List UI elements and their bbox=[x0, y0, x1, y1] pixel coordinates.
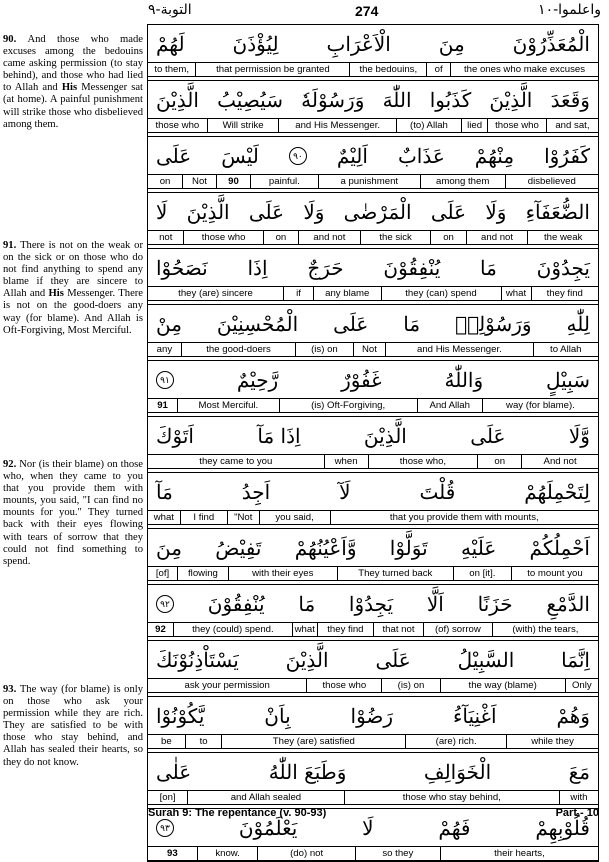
arabic-word: حَزَنًا bbox=[477, 591, 513, 616]
gloss-cell: And Allah bbox=[417, 399, 482, 412]
arabic-word: وَرَسُوْلِهٖ bbox=[455, 311, 532, 336]
gloss-cell: the weak bbox=[527, 231, 598, 244]
verse-number: 91. bbox=[3, 240, 21, 251]
arabic-word: كَذَبُوا bbox=[429, 87, 472, 112]
arabic-word: عَلَى bbox=[430, 199, 467, 224]
gloss-cell: the ones who make excuses bbox=[450, 63, 598, 76]
page-header bbox=[0, 0, 609, 22]
gloss-cell: that not bbox=[373, 623, 423, 636]
gloss-cell: any bbox=[156, 344, 173, 355]
arabic-word: اللّٰهَ bbox=[382, 87, 412, 112]
gloss-cell: (of) sorrow bbox=[423, 623, 492, 636]
arabic-line bbox=[148, 305, 598, 343]
gloss-cell: with their eyes bbox=[228, 567, 337, 580]
arabic-word: مِنَ bbox=[438, 31, 465, 56]
arabic-word: يُنْفِقُوْنَ bbox=[207, 591, 265, 616]
english-gloss-line bbox=[148, 623, 598, 637]
gloss-cell: (are) rich. bbox=[405, 735, 506, 748]
gloss-cell: they find bbox=[317, 623, 373, 636]
gloss-cell: and Allah sealed bbox=[187, 791, 344, 804]
arabic-word: اَغْنِيَآءُ bbox=[452, 703, 497, 728]
arabic-line bbox=[148, 753, 598, 791]
gloss-cell: those who bbox=[306, 679, 381, 692]
gloss-cell: when bbox=[324, 455, 368, 468]
english-gloss-line bbox=[148, 567, 598, 581]
arabic-line bbox=[148, 193, 598, 231]
arabic-word: لَهُمْ bbox=[156, 31, 185, 56]
gloss-cell: [of] bbox=[155, 568, 170, 579]
gloss-cell: Only bbox=[565, 679, 598, 692]
arabic-word: نَصَحُوْا bbox=[156, 255, 208, 280]
gloss-cell: be bbox=[161, 736, 172, 747]
arabic-word: اَحْمِلُكُمْ bbox=[529, 535, 590, 560]
arabic-line bbox=[148, 361, 598, 399]
arabic-word: الْمُعَذِّرُوْنَ bbox=[512, 31, 590, 56]
english-gloss-line bbox=[148, 399, 598, 413]
arabic-word: فَهُمْ bbox=[438, 815, 471, 840]
arabic-word: لِلّٰهِ bbox=[566, 311, 590, 336]
verse-number: 93. bbox=[3, 684, 20, 695]
arabic-word: يَجِدُوْا bbox=[348, 591, 394, 616]
arabic-word: عَلٰى bbox=[156, 759, 192, 784]
arabic-line bbox=[148, 81, 598, 119]
arabic-word: لَآ bbox=[339, 479, 351, 504]
gloss-cell: disbelieved bbox=[505, 175, 598, 188]
gloss-cell: Most Merciful. bbox=[177, 399, 279, 412]
gloss-cell: those who stay behind, bbox=[344, 791, 559, 804]
page-footer bbox=[0, 806, 609, 821]
english-gloss-line bbox=[148, 175, 598, 189]
gloss-cell: the good-doers bbox=[181, 343, 296, 356]
english-gloss-line bbox=[148, 679, 598, 693]
english-gloss-line bbox=[148, 511, 598, 525]
gloss-cell: "Not bbox=[227, 511, 259, 524]
arabic-word: عَلَى bbox=[470, 423, 506, 448]
gloss-cell: ask your permission bbox=[184, 680, 270, 691]
arabic-word: الَّذِيْنَ bbox=[156, 87, 199, 112]
arabic-word: قُلْتَ bbox=[419, 479, 456, 504]
surah-title: التوبة-٩ bbox=[148, 2, 192, 18]
gloss-cell: what bbox=[501, 287, 531, 300]
arabic-word: وَّلَا bbox=[568, 423, 590, 448]
arabic-word: مَآ bbox=[156, 479, 173, 504]
gloss-cell: They (are) satisfied bbox=[221, 735, 405, 748]
gloss-cell: of bbox=[426, 63, 450, 76]
gloss-cell: and sat, bbox=[546, 119, 598, 132]
verse-end-marker: ٩٢ bbox=[156, 595, 174, 613]
gloss-cell: (is) Oft-Forgiving, bbox=[279, 399, 417, 412]
english-gloss-line bbox=[148, 343, 598, 357]
arabic-word: الَّذِيْنَ bbox=[363, 423, 407, 448]
gloss-cell: what bbox=[153, 512, 174, 523]
gloss-cell: 93 bbox=[167, 848, 178, 859]
gloss-cell: and His Messenger. bbox=[385, 343, 532, 356]
arabic-word: مِنْهُمْ bbox=[474, 143, 515, 168]
page-number: 274 bbox=[355, 3, 379, 19]
emphasis: His bbox=[61, 82, 78, 94]
arabic-line bbox=[148, 585, 598, 623]
gloss-cell: (with) the tears, bbox=[492, 623, 598, 636]
translation-verse-92: 92. Nor (is their blame) on those who, when they came to you that you provide them with mounts, you said, "I can find no mounts for you." They turned back with their eyes flowing with tears of sorrow that they could not find something to spend. bbox=[3, 459, 144, 567]
arabic-word: مِنْ bbox=[156, 311, 182, 336]
part-label: Part - 10 bbox=[555, 807, 599, 819]
gloss-cell: while they bbox=[506, 735, 598, 748]
arabic-word: عَذَابٌ bbox=[397, 143, 445, 168]
gloss-cell: (do) not bbox=[257, 847, 354, 860]
gloss-cell: you said, bbox=[259, 511, 330, 524]
arabic-word: لَا bbox=[156, 199, 168, 224]
verse-end-marker: ٩١ bbox=[156, 371, 174, 389]
gloss-cell: a punishment bbox=[318, 175, 420, 188]
gloss-cell: 92 bbox=[155, 624, 166, 635]
arabic-line bbox=[148, 529, 598, 567]
arabic-word: الدَّمْعِ bbox=[546, 591, 590, 616]
english-gloss-line bbox=[148, 455, 598, 469]
gloss-cell: and His Messenger. bbox=[278, 119, 395, 132]
gloss-cell: I find bbox=[180, 511, 227, 524]
arabic-word: الْمُحْسِنِيْنَ bbox=[216, 311, 299, 336]
arabic-word: عَلَى bbox=[333, 311, 369, 336]
arabic-word: اِنَّمَا bbox=[561, 647, 590, 672]
english-gloss-line bbox=[148, 791, 598, 805]
gloss-cell: know. bbox=[197, 847, 258, 860]
gloss-cell: to them, bbox=[154, 64, 190, 75]
english-gloss-line bbox=[148, 735, 598, 749]
arabic-word: السَّبِيْلُ bbox=[457, 647, 515, 672]
arabic-word: رَّحِيْمٌ bbox=[236, 367, 279, 392]
gloss-cell: 91 bbox=[157, 400, 168, 411]
arabic-word: قُلُوْبِهِمْ bbox=[535, 815, 590, 840]
translation-verse-93: 93. The way (for blame) is only on those who ask your permission while they are rich. They are satisfied to be with those who stay behind, and Allah has sealed their hearts, so they do not know. bbox=[3, 684, 144, 768]
arabic-word: مَا bbox=[403, 311, 421, 336]
gloss-cell: and not bbox=[466, 231, 528, 244]
arabic-word: اِذَا مَآ bbox=[257, 423, 301, 448]
arabic-word: الَّذِيْنَ bbox=[186, 199, 230, 224]
gloss-cell: (is) on bbox=[381, 679, 439, 692]
gloss-cell: Will strike bbox=[207, 119, 279, 132]
arabic-word: كَفَرُوْا bbox=[544, 143, 590, 168]
english-gloss-line bbox=[148, 119, 598, 133]
arabic-word: وَهُمْ bbox=[556, 703, 590, 728]
emphasis: His bbox=[48, 288, 64, 300]
gloss-cell: painful. bbox=[250, 175, 318, 188]
word-by-word-grid bbox=[147, 24, 599, 862]
gloss-cell: on bbox=[477, 455, 521, 468]
arabic-word: يَجِدُوْنَ bbox=[536, 255, 590, 280]
arabic-word: رَضُوْا bbox=[350, 703, 394, 728]
arabic-word: اَلَّا bbox=[426, 591, 444, 616]
gloss-cell: they (are) sincere bbox=[178, 288, 253, 299]
gloss-cell: on bbox=[263, 231, 298, 244]
arabic-word: وَطَبَعَ اللّٰهُ bbox=[268, 759, 347, 784]
arabic-word: مَا bbox=[480, 255, 497, 280]
gloss-cell: to mount you bbox=[511, 567, 598, 580]
gloss-cell: flowing bbox=[177, 567, 228, 580]
arabic-word: وَّاَعْيُنُهُمْ bbox=[294, 535, 357, 560]
gloss-cell: on bbox=[159, 176, 171, 187]
gloss-cell: that you provide them with mounts, bbox=[330, 511, 598, 524]
arabic-line bbox=[148, 473, 598, 511]
arabic-word: الْمَرْضٰى bbox=[343, 199, 412, 224]
gloss-cell: they (can) spend bbox=[381, 287, 501, 300]
arabic-word: وَلَا bbox=[485, 199, 507, 224]
verse-number: 90. bbox=[3, 34, 28, 45]
arabic-line bbox=[148, 417, 598, 455]
gloss-cell: among them bbox=[420, 175, 505, 188]
gloss-cell: [on] bbox=[159, 792, 176, 803]
arabic-word: مِنَ bbox=[156, 535, 182, 560]
gloss-cell: And not bbox=[521, 455, 598, 468]
arabic-word: مَا bbox=[298, 591, 316, 616]
gloss-cell: not bbox=[159, 232, 173, 243]
arabic-line bbox=[148, 137, 598, 175]
gloss-cell: Not bbox=[182, 175, 216, 188]
gloss-cell: to Allah bbox=[533, 343, 598, 356]
gloss-cell: and not bbox=[298, 231, 360, 244]
gloss-cell: if bbox=[283, 287, 313, 300]
gloss-cell: the way (blame) bbox=[440, 679, 565, 692]
arabic-word: عَلَى bbox=[156, 143, 192, 168]
arabic-word: اِذَا bbox=[247, 255, 268, 280]
surah-label: Surah 9: The repentance (v. 90-93) bbox=[148, 807, 327, 819]
arabic-word: لَا bbox=[362, 815, 374, 840]
gloss-cell: they find bbox=[531, 287, 599, 300]
gloss-cell: those who bbox=[155, 120, 200, 131]
arabic-word: الْاَعْرَابِ bbox=[326, 31, 391, 56]
arabic-word: لَيْسَ bbox=[221, 143, 259, 168]
gloss-cell: they came to you bbox=[199, 456, 273, 467]
gloss-cell: on bbox=[430, 231, 465, 244]
arabic-word: سَبِيْلٍ bbox=[545, 367, 590, 392]
gloss-cell: Not bbox=[353, 343, 386, 356]
translation-verse-91: 91. There is not on the weak or on the sick or on those who do not find anything to spend any blame if they are sincere to Allah and His Messenger. There is not on the good-doers any way (for blame). And Allah is Oft-Forgiving, Most Merciful. bbox=[3, 240, 143, 336]
gloss-cell: (is) on bbox=[295, 343, 352, 356]
gloss-cell: with bbox=[559, 791, 598, 804]
gloss-cell: they (could) spend. bbox=[173, 623, 292, 636]
gloss-cell: way (for blame). bbox=[482, 399, 598, 412]
gloss-cell: so they bbox=[355, 847, 440, 860]
arabic-word: يَسْتَاْذِنُوْنَكَ bbox=[156, 647, 239, 672]
english-gloss-line bbox=[148, 287, 598, 301]
gloss-cell: They turned back bbox=[337, 567, 453, 580]
arabic-word: غَفُوْرٌ bbox=[341, 367, 382, 392]
gloss-cell: those who bbox=[183, 231, 262, 244]
arabic-word: لِيُؤْذَنَ bbox=[232, 31, 279, 56]
arabic-word: يَعْلَمُوْنَ bbox=[238, 815, 298, 840]
gloss-cell: any blame bbox=[313, 287, 381, 300]
arabic-word: مَعَ bbox=[568, 759, 590, 784]
arabic-word: الضُّعَفَآءِ bbox=[525, 199, 590, 224]
arabic-line bbox=[148, 25, 598, 63]
gloss-cell: what bbox=[292, 623, 317, 636]
gloss-cell: those who bbox=[487, 119, 546, 132]
gloss-cell: (to) Allah bbox=[396, 119, 461, 132]
gloss-cell: that permission be granted bbox=[195, 63, 349, 76]
verse-end-marker: ٩٣ bbox=[156, 819, 174, 837]
english-gloss-line bbox=[148, 231, 598, 245]
arabic-word: حَرَجٌ bbox=[307, 255, 344, 280]
verse-end-marker: ٩٠ bbox=[289, 147, 307, 165]
gloss-cell: on [it]. bbox=[453, 567, 511, 580]
arabic-word: يُنْفِقُوْنَ bbox=[383, 255, 441, 280]
english-gloss-line bbox=[148, 63, 598, 77]
arabic-word: وَرَسُوْلَهٗ bbox=[301, 87, 365, 112]
arabic-word: تَفِيْضُ bbox=[215, 535, 262, 560]
arabic-word: وَاللّٰهُ bbox=[444, 367, 484, 392]
arabic-word: لِتَحْمِلَهُمْ bbox=[524, 479, 590, 504]
english-gloss-line bbox=[148, 847, 598, 861]
arabic-word: عَلَى bbox=[248, 199, 285, 224]
arabic-word: وَلَا bbox=[303, 199, 325, 224]
arabic-word: الَّذِيْنَ bbox=[489, 87, 533, 112]
gloss-cell: their hearts, bbox=[440, 847, 598, 860]
arabic-word: يَّكُوْنُوْا bbox=[156, 703, 205, 728]
arabic-word: الْخَوَالِفِ bbox=[423, 759, 492, 784]
gloss-cell: the bedouins, bbox=[349, 63, 426, 76]
gloss-cell: those who, bbox=[368, 455, 478, 468]
arabic-word: عَلَيْهِ bbox=[460, 535, 497, 560]
arabic-word: اَتَوْكَ bbox=[156, 423, 194, 448]
arabic-word: سَيُصِيْبُ bbox=[217, 87, 283, 112]
juz-title: واعلموا-١٠ bbox=[538, 2, 601, 18]
gloss-cell: 90 bbox=[216, 175, 250, 188]
arabic-word: عَلَى bbox=[375, 647, 411, 672]
arabic-word: تَوَلَّوْا bbox=[389, 535, 428, 560]
arabic-word: بِاَنْ bbox=[264, 703, 291, 728]
verse-number: 92. bbox=[3, 459, 20, 470]
arabic-line bbox=[148, 249, 598, 287]
gloss-cell: lied bbox=[461, 119, 487, 132]
arabic-word: وَقَعَدَ bbox=[550, 87, 590, 112]
gloss-cell: to bbox=[185, 735, 222, 748]
arabic-line bbox=[148, 641, 598, 679]
arabic-word: الَّذِيْنَ bbox=[285, 647, 329, 672]
arabic-word: اَلِيْمٌ bbox=[336, 143, 368, 168]
translation-verse-90: 90. And those who made excuses among the bedouins came asking permission (to stay behind), and those who had lied to Allah and His Messenger sat (at home). A painful punishment will strike those who disbelieved among them. bbox=[3, 34, 143, 130]
arabic-line bbox=[148, 697, 598, 735]
arabic-word: اَجِدُ bbox=[241, 479, 271, 504]
gloss-cell: the sick bbox=[360, 231, 431, 244]
